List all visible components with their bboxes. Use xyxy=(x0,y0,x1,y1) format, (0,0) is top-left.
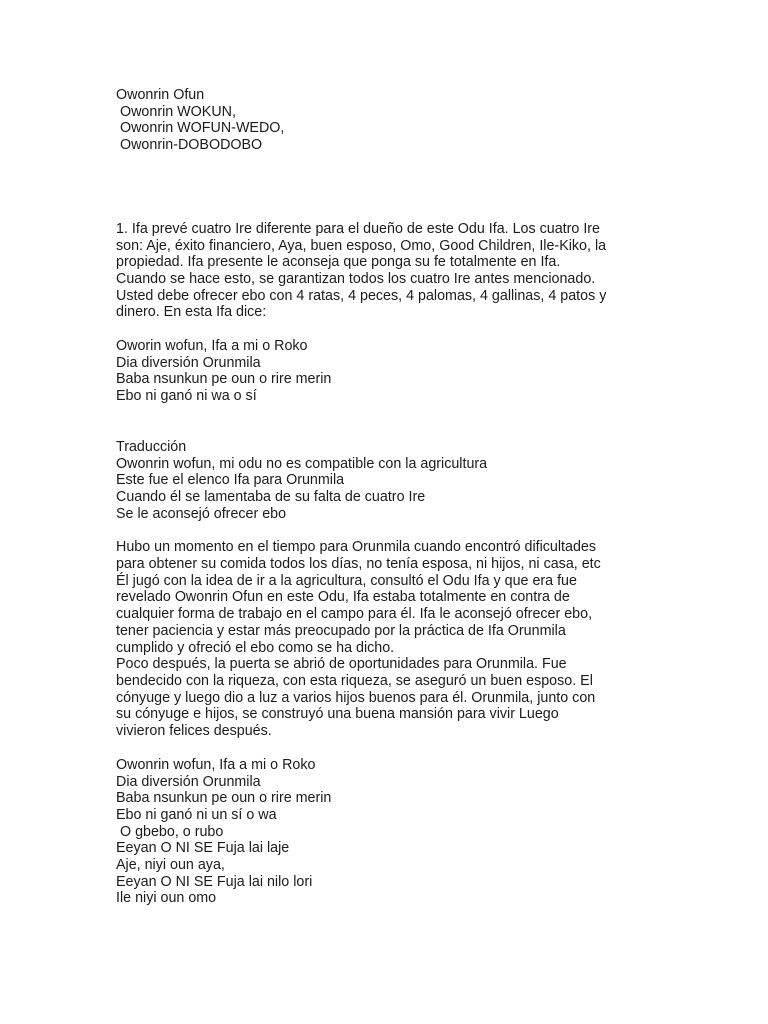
paragraph-line: cumplido y ofreció el ebo como se ha dicho. xyxy=(116,639,395,656)
verse-line: Baba nsunkun pe oun o rire merin xyxy=(116,790,332,807)
paragraph-line: tener paciencia y estar más preocupado por la práctica de Ifa Orunmila xyxy=(116,622,566,639)
verse-line: Eeyan O NI SE Fuja lai nilo lori xyxy=(116,873,313,890)
verse-line: Oworin wofun, Ifa a mi o Roko xyxy=(116,338,308,355)
verse-line: Ebo ni ganó ni wa o sí xyxy=(116,388,257,405)
translation-line: Se le aconsejó ofrecer ebo xyxy=(116,505,287,522)
paragraph-line: Usted debe ofrecer ebo con 4 ratas, 4 peces, 4 palomas, 4 gallinas, 4 patos y xyxy=(116,287,607,304)
spacer xyxy=(116,405,656,439)
paragraph-line: revelado Owonrin Ofun en este Odu, Ifa estaba totalmente en contra de xyxy=(116,589,570,606)
paragraph-line: bendecido con la riqueza, con esta riqueza, se aseguró un buen esposo. El xyxy=(116,672,593,689)
paragraph-line: para obtener su comida todos los días, no tenía esposa, ni hijos, ni casa, etc xyxy=(116,556,601,573)
verse-line: Dia diversión Orunmila xyxy=(116,354,261,371)
paragraph-line: 1. Ifa prevé cuatro Ire diferente para el dueño de este Odu Ifa. Los cuatro Ire xyxy=(116,220,601,237)
paragraph-line: vivieron felices después. xyxy=(116,723,272,740)
translation-line: Cuando él se lamentaba de su falta de cuatro Ire xyxy=(116,488,426,505)
verse-1 xyxy=(116,338,656,405)
paragraph-line: propiedad. Ifa presente le aconseja que ponga su fe totalmente en Ifa. xyxy=(116,254,561,271)
paragraph-line: dinero. En esta Ifa dice: xyxy=(116,304,267,321)
verse-line: O gbebo, o rubo xyxy=(116,823,224,840)
translation-line: Este fue el elenco Ifa para Orunmila xyxy=(116,472,345,489)
verse-line: Ile niyi oun omo xyxy=(116,890,217,907)
translation-line: Owonrin wofun, mi odu no es compatible con la agricultura xyxy=(116,455,488,472)
story-paragraph xyxy=(116,539,656,739)
translation-heading: Traducción xyxy=(116,438,187,455)
odu-alt-name: Owonrin WOFUN-WEDO, xyxy=(116,120,285,137)
paragraph-line: Cuando se hace esto, se garantizan todos los cuatro Ire antes mencionado. xyxy=(116,270,596,287)
paragraph-line: Hubo un momento en el tiempo para Orunmila cuando encontró dificultades xyxy=(116,539,597,556)
verse-line: Eeyan O NI SE Fuja lai laje xyxy=(116,840,290,857)
translation-block xyxy=(116,439,656,523)
spacer xyxy=(116,321,656,338)
odu-alt-name: Owonrin WOKUN, xyxy=(116,103,236,120)
odu-title: Owonrin Ofun xyxy=(116,87,205,103)
spacer xyxy=(116,740,656,757)
verse-line: Ebo ni ganó ni un sí o wa xyxy=(116,806,277,823)
odu-alt-name: Owonrin-DOBODOBO xyxy=(116,137,263,154)
verse-line: Baba nsunkun pe oun o rire merin xyxy=(116,371,332,388)
paragraph-line: son: Aje, éxito financiero, Aya, buen esposo, Omo, Good Children, Ile-Kiko, la xyxy=(116,237,607,254)
spacer xyxy=(116,522,656,539)
paragraph-line: Poco después, la puerta se abrió de oportunidades para Orunmila. Fue xyxy=(116,656,567,673)
verse-2 xyxy=(116,757,656,907)
verse-line: Owonrin wofun, Ifa a mi o Roko xyxy=(116,756,316,773)
paragraph-line: su cónyuge e hijos, se construyó una buena mansión para vivir Luego xyxy=(116,706,559,723)
paragraph-line: cónyuge y luego dio a luz a varios hijos buenos para él. Orunmila, junto con xyxy=(116,689,596,706)
paragraph-line: cualquier forma de trabajo en el campo para él. Ifa le aconsejó ofrecer ebo, xyxy=(116,606,593,623)
paragraph-line: Él jugó con la idea de ir a la agricultura, consultó el Odu Ifa y que era fue xyxy=(116,572,577,589)
spacer xyxy=(116,154,656,221)
odu-header xyxy=(116,87,656,154)
verse-line: Dia diversión Orunmila xyxy=(116,773,261,790)
document-page xyxy=(116,87,656,907)
verse-line: Aje, niyi oun aya, xyxy=(116,857,225,874)
section-1-paragraph xyxy=(116,221,656,321)
